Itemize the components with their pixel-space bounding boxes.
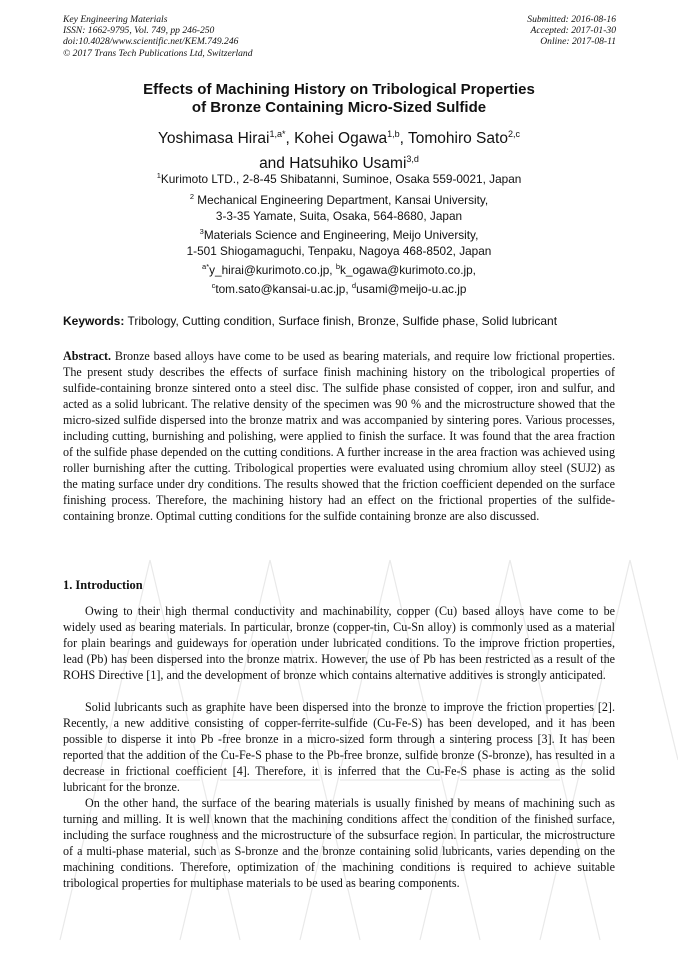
email-b: k_ogawa@kurimoto.co.jp, [340,262,476,277]
journal-copyright: © 2017 Trans Tech Publications Ltd, Switzerland [63,47,253,59]
author-2: Kohei Ogawa [294,130,388,148]
affiliation-3-sup: 3 [199,227,204,236]
affiliation-2-sup: 2 [189,192,194,201]
affiliation-1-sup: 1 [156,171,161,180]
affiliation-3-line-1: Materials Science and Engineering, Meijo University, [203,227,479,242]
email-b-sup: b [335,262,341,271]
affiliation-1-text: Kurimoto LTD., 2-8-45 Shibatanni, Suminoe, Osaka 559-0021, Japan [160,171,522,186]
submitted-date: Submitted: 2016-08-16 [527,14,616,25]
affiliation-3 [0,224,678,259]
email-d: usami@meijo-u.ac.jp [356,281,467,296]
keywords [63,313,623,329]
email-a-sup: a* [202,262,210,271]
affiliation-3-line-2: 1-501 Shiogamaguchi, Tenpaku, Nagoya 468-8502, Japan [186,243,492,258]
affiliation-2-line-2: 3-3-35 Yamate, Suita, Osaka, 564-8680, Japan [215,208,463,223]
author-4: Hatsuhiko Usami [289,155,407,173]
online-date: Online: 2017-08-11 [540,36,616,48]
affiliation-1 [0,168,678,187]
author-3-sup: 2,c [507,129,520,139]
author-1: Yoshimasa Hirai [158,130,270,148]
paper-title [0,81,678,117]
keywords-label: Keywords: [63,314,125,328]
accepted-date: Accepted: 2017-01-30 [530,25,616,37]
author-and: and [259,155,285,173]
keywords-text: Tribology, Cutting condition, Surface finish, Bronze, Sulfide phase, Solid lubricant [127,314,558,328]
author-2-sup: 1,b [387,129,400,139]
email-c: tom.sato@kansai-u.ac.jp, [215,281,349,296]
author-3: Tomohiro Sato [408,130,508,148]
email-list [0,259,678,297]
intro-paragraph-1: Owing to their high thermal conductivity and machinability, copper (Cu) based alloys have come to be widely used as bearing materials. In particular, bronze (copper-tin, Cu-Sn alloy) is commonly used as a material for plain bearings and guideways for operation under lubricated conditions. To the improve friction properties, lead (Pb) has been dispersed into the bronze matrix. However, the use of Pb has been restricted as a result of the ROHS Directive [1], and the development of bronze which contains alternative additives is strongly anticipated. [63,604,615,682]
intro-paragraph-3: On the other hand, the surface of the bearing materials is usually finished by means of machining such as turning and milling. It is well known that the machining conditions affect the condition of the finished surface, including the surface roughness and the microstructure of the subsurface region. In particular, the microstructure of a multi-phase material, such as S-bronze and the bronze containing solid lubricants, varies depending on the machining conditions. Therefore, optimization of the machining conditions is required to achieve suitable tribological properties for multiphase materials to be used as bearing components. [63,796,615,890]
journal-header [63,14,253,59]
author-4-sup: 3,d [406,154,419,165]
author-1-sup: 1,a* [269,129,286,139]
email-c-sup: c [211,280,216,290]
abstract-label: Abstract. [63,349,112,363]
journal-issn: ISSN: 1662-9795, Vol. 749, pp 246-250 [63,25,215,37]
abstract-text: Bronze based alloys have come to be used as bearing materials, and require low frictional properties. The present study describes the effects of surface finish machining history on the tribological properties of sulfide-containing bronze sintered onto a steel disc. The sulfide phase consisted of copper, iron and sulfur, and acted as a solid lubricant. The relative density of the specimen was 90 % and the microstructure showed that the micro-sized sulfide dispersed into the bronze matrix and was accompanied by sintering pores. Various processes, including cutting, burnishing and polishing, were applied to finish the surface. It was found that the area fraction of the sulfide phase depended on the cutting conditions. A further increase in the area fraction was achieved using roller burnishing after the cutting. Tribological properties were evaluated using chromium alloy steel (SUJ2) as the mating surface under dry conditions. The results showed that the friction coefficient depended on the surface finishing process. Therefore, the machining history had an effect on the frictional properties of the sulfide-containing bronze. Optimal cutting conditions for the sulfide containing bronze are also discussed. [63,349,615,523]
section-heading-introduction: 1. Introduction [63,578,143,592]
abstract [63,348,615,524]
journal-name: Key Engineering Materials [63,14,168,25]
journal-doi: doi:10.4028/www.scientific.net/KEM.749.246 [63,36,239,48]
title-line-2: of Bronze Containing Micro-Sized Sulfide [191,99,487,116]
affiliation-2 [0,189,678,224]
title-line-1: Effects of Machining History on Tribological Properties [143,81,535,98]
email-a: y_hirai@kurimoto.co.jp, [209,262,333,277]
author-list: Yoshimasa Hirai$^{1,a*}$, Kohei Ogawa$^{1,b}$, Tomohiro Sato$^{2,c}$ and Hatsuhiko Usami$^{3,d}$ [158,129,520,173]
email-d-sup: d [351,280,357,290]
intro-paragraph-2: Solid lubricants such as graphite have been dispersed into the bronze to improve the friction properties [2]. Recently, a new additive consisting of copper-ferrite-sulfide (Cu-Fe-S) has been developed, and it has been possible to disperse it into Pb -free bronze in a micro-sized form through a sintering process [3]. It has been reported that the addition of the Cu-Fe-S phase to the Pb-free bronze, sulfide bronze (S-bronze), has resulted in a decrease in frictional coefficient [4]. Therefore, it is inferred that the Cu-Fe-S phase is acting as the solid lubricant for the bronze. [63,700,615,794]
affiliation-2-line-1: Mechanical Engineering Department, Kansai University, [197,192,489,207]
dates-header [527,14,616,48]
